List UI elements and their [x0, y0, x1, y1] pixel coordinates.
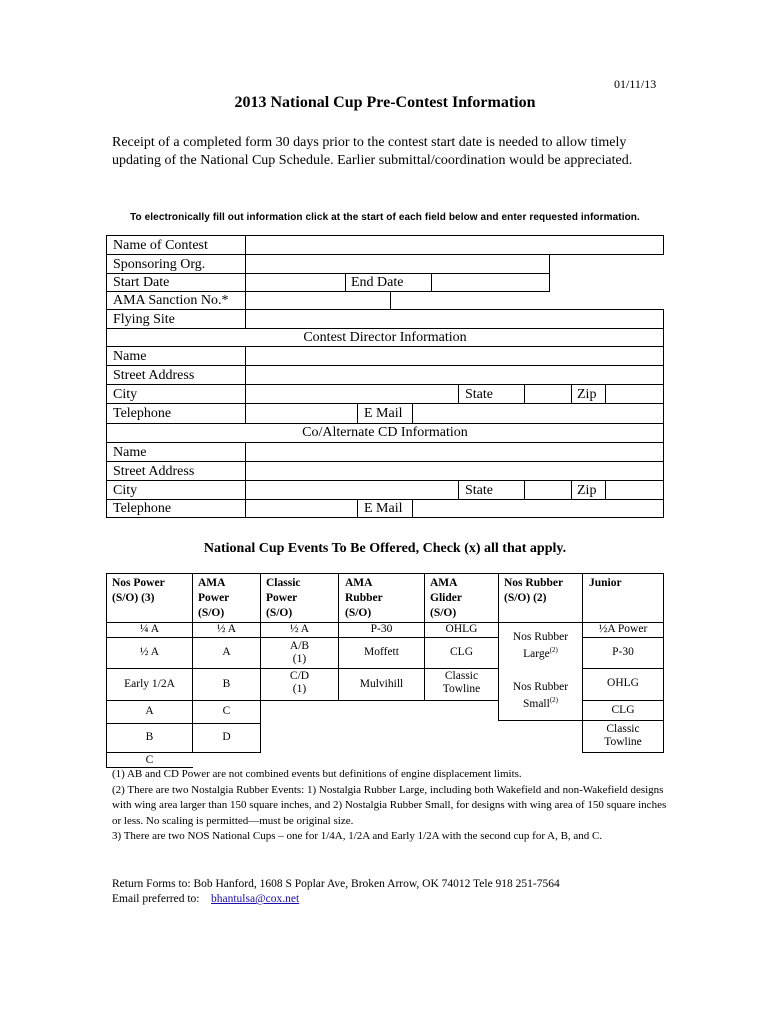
footnotes [112, 767, 672, 845]
event-nos-c[interactable]: C [145, 754, 154, 766]
event-junior-ohlg[interactable]: OHLG [607, 677, 639, 689]
event-nos-rubber-small[interactable]: Nos Rubber Small$^{(2)}$ [512, 681, 569, 710]
label-alt-zip: Zip [577, 483, 597, 498]
header-junior: Junior [589, 577, 622, 589]
event-nos-half-a[interactable]: ½ A [139, 646, 160, 658]
label-cd-zip: Zip [577, 387, 597, 402]
event-ama-power-half-a[interactable]: ½ A [216, 623, 237, 635]
header-classic-power: Classic Power (S/O) [266, 577, 301, 619]
events-title: National Cup Events To Be Offered, Check (x) all that apply. [203, 541, 567, 556]
event-classic-cd[interactable]: C/D (1) [289, 670, 310, 695]
header-ama-rubber: AMA Rubber (S/O) [345, 577, 383, 619]
label-alt-telephone: Telephone [113, 501, 172, 516]
cd-telephone-field[interactable] [246, 404, 357, 423]
name-of-contest-field[interactable] [246, 236, 663, 254]
footnote-2: (2) There are two Nostalgia Rubber Events: 1) Nostalgia Rubber Large, including both Wakefield and non-Wakefield designs with wing area larger than 150 square inches, and 2) Nostalgia Rubber Small, for designs with wing area of 150 square inches or less. No scaling is permitted—must be original size. [112, 783, 667, 827]
section-contest-director: Contest Director Information [303, 330, 467, 345]
label-alt-state: State [465, 483, 493, 498]
event-ama-power-d[interactable]: D [222, 731, 231, 743]
alt-city-field[interactable] [246, 481, 458, 499]
header-ama-glider: AMA Glider (S/O) [430, 577, 462, 619]
label-end-date: End Date [351, 275, 404, 290]
event-nos-quarter-a[interactable]: ¼ A [139, 623, 160, 635]
event-nos-a[interactable]: A [145, 705, 154, 717]
alt-name-field[interactable] [246, 443, 663, 461]
footnote-3: 3) There are two NOS National Cups – one for 1/4A, 1/2A and Early 1/2A with the second cup for A, B, and C. [112, 830, 603, 842]
flying-site-field[interactable] [246, 310, 663, 328]
event-glider-classic-towline[interactable]: Classic Towline [442, 670, 481, 695]
end-date-field[interactable] [432, 274, 549, 291]
event-rubber-moffett[interactable]: Moffett [364, 646, 399, 658]
cd-street-address-field[interactable] [246, 366, 663, 384]
event-glider-ohlg[interactable]: OHLG [445, 623, 478, 635]
alt-email-field[interactable] [413, 500, 663, 517]
email-line [112, 892, 560, 907]
return-address: Return Forms to: Bob Hanford, 1608 S Poplar Ave, Broken Arrow, OK 74012 Tele 918 251-7564 [112, 878, 560, 890]
event-nos-b[interactable]: B [145, 731, 154, 743]
event-classic-ab[interactable]: A/B (1) [289, 640, 310, 665]
header-nos-power: Nos Power (S/O) (3) [112, 577, 165, 604]
return-info [112, 877, 560, 907]
label-flying-site: Flying Site [113, 312, 175, 327]
page-title: 2013 National Cup Pre-Contest Information [234, 94, 536, 111]
alt-zip-field[interactable] [606, 481, 663, 499]
alt-street-address-field[interactable] [246, 462, 663, 480]
label-cd-telephone: Telephone [113, 406, 172, 421]
form-date: 01/11/13 [614, 77, 657, 91]
section-alt-cd: Co/Alternate CD Information [302, 425, 468, 440]
cd-name-field[interactable] [246, 347, 663, 365]
sponsoring-org-field[interactable] [246, 255, 549, 273]
fill-instructions: To electronically fill out information click at the start of each field below and enter requested information. [130, 212, 640, 223]
label-ama-sanction: AMA Sanction No.* [113, 293, 229, 308]
cd-zip-field[interactable] [606, 385, 663, 403]
label-cd-email: E Mail [364, 406, 403, 421]
label-sponsoring-org: Sponsoring Org. [113, 257, 206, 272]
cd-state-field[interactable] [525, 385, 571, 403]
intro-paragraph: Receipt of a completed form 30 days prior to the contest start date is needed to allow timely updating of the National Cup Schedule. Earlier submittal/coordination would be appreciated. [112, 135, 633, 168]
event-ama-power-b[interactable]: B [222, 678, 231, 690]
cd-city-field[interactable] [246, 385, 458, 403]
label-start-date: Start Date [113, 275, 170, 290]
footnote-1: (1) AB and CD Power are not combined events but definitions of engine displacement limits. [112, 768, 522, 780]
event-junior-clg[interactable]: CLG [611, 704, 635, 716]
header-nos-rubber: Nos Rubber (S/O) (2) [504, 577, 564, 604]
label-alt-name: Name [113, 445, 147, 460]
label-alt-street-address: Street Address [113, 464, 195, 479]
event-rubber-mulvihill[interactable]: Mulvihill [359, 678, 404, 690]
event-glider-clg[interactable]: CLG [450, 646, 473, 658]
email-link[interactable]: bhantulsa@cox.net [211, 893, 300, 905]
alt-telephone-field[interactable] [246, 500, 357, 517]
event-rubber-p30[interactable]: P-30 [370, 623, 393, 635]
email-label: Email preferred to: [112, 893, 200, 905]
event-ama-power-c[interactable]: C [222, 705, 231, 717]
event-junior-half-a-power[interactable]: ½A Power [598, 623, 648, 635]
label-cd-street-address: Street Address [113, 368, 195, 383]
label-name-of-contest: Name of Contest [113, 238, 208, 253]
event-ama-power-a[interactable]: A [222, 646, 231, 658]
header-ama-power: AMA Power (S/O) [198, 577, 230, 619]
start-date-field[interactable] [246, 274, 345, 291]
event-nos-early-half-a[interactable]: Early 1/2A [124, 678, 175, 690]
label-cd-name: Name [113, 349, 147, 364]
label-cd-city: City [113, 387, 138, 402]
alt-state-field[interactable] [525, 481, 571, 499]
event-nos-rubber-large[interactable]: Nos Rubber Large$^{(2)}$ [512, 631, 569, 660]
label-alt-email: E Mail [364, 501, 403, 516]
ama-sanction-field[interactable] [391, 292, 663, 309]
event-junior-classic-towline[interactable]: Classic Towline [604, 723, 642, 748]
label-alt-city: City [113, 483, 138, 498]
label-cd-state: State [465, 387, 493, 402]
event-classic-half-a[interactable]: ½ A [289, 623, 310, 635]
cd-email-field[interactable] [413, 404, 663, 423]
event-junior-p30[interactable]: P-30 [612, 646, 634, 658]
